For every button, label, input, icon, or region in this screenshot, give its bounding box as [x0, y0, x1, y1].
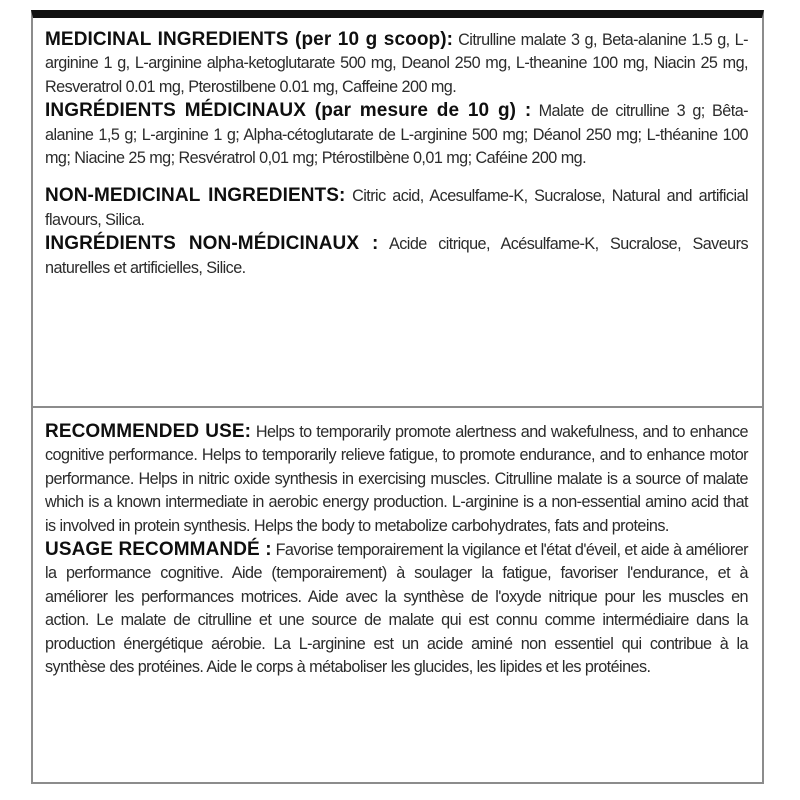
medicinal-ingredients-en-heading: MEDICINAL INGREDIENTS (per 10 g scoop): — [45, 29, 454, 50]
medicinal-ingredients-en — [45, 28, 748, 99]
recommended-use-en-heading: RECOMMENDED USE: — [45, 421, 252, 442]
recommended-use-fr-body: Favorise temporairement la vigilance et l'état d'éveil, et aide à améliorer la performance cognitive. Aide (temporairement) à soulager la fatigue, favoriser l'endurance, et à améliorer les performances motrices. Aide avec la synthèse de l'oxyde nitrique pour les muscles en action. Le malate de citrulline et une source de malate qui est connu comme intermédiaire dans la production énergétique aérobie. La L-arginine est un acide aminé non essentiel qui contribue à la synthèse des protéines. Aide le corps à métaboliser les glucides, les lipides et les protéines. — [45, 541, 748, 677]
recommended-use-en — [45, 420, 748, 538]
non-medicinal-ingredients-fr-body: Acide citrique, Acésulfame-K, Sucralose, Saveurs naturelles et artificielles, Silice. — [45, 235, 749, 277]
non-medicinal-ingredients-fr-heading: INGRÉDIENTS NON-MÉDICINAUX : — [45, 233, 379, 255]
medicinal-ingredients-fr-body: Malate de citrulline 3 g; Bêta-alanine 1,5 g; L-arginine 1 g; Alpha-cétoglutarate de L-arginine 500 mg; Déanol 250 mg; L-théanine 100 mg; Niacine 25 mg; Resvératrol 0,01 mg; Ptérostilbène 0,01 mg; Caféine 200 mg. — [45, 102, 748, 168]
non-medicinal-ingredients-en — [45, 184, 748, 232]
non-medicinal-ingredients-en-heading: NON-MEDICINAL INGREDIENTS: — [45, 185, 346, 207]
medicinal-ingredients-fr-heading: INGRÉDIENTS MÉDICINAUX (par mesure de 10 g) : — [45, 100, 532, 122]
ingredients-section — [33, 28, 762, 280]
spacer — [45, 170, 748, 184]
non-medicinal-ingredients-fr — [45, 232, 748, 280]
medicinal-ingredients-en-body: Citrulline malate 3 g, Beta-alanine 1.5 g, L-arginine 1 g, L-arginine alpha-ketoglutarate 500 mg, Deanol 250 mg, L-theanine 100 mg, Niacin 25 mg, Resveratrol 0.01 mg, Pterostilbene 0.01 mg, Caffeine 200 mg. — [45, 31, 748, 96]
recommended-use-en-body: Helps to temporarily promote alertness and wakefulness, and to enhance cognitive performance. Helps to temporarily relieve fatigue, to promote endurance, and to enhance motor performance. Helps in nitric oxide synthesis in exercising muscles. Citrulline malate is a source of malate which is a known intermediate in aerobic energy production. L-arginine is a non-essential amino acid that is involved in protein synthesis. Helps the body to metabolize carbohydrates, fats and proteins. — [45, 423, 748, 535]
recommended-use-fr — [45, 538, 748, 679]
medicinal-ingredients-fr — [45, 99, 748, 170]
recommended-use-fr-heading: USAGE RECOMMANDÉ : — [45, 539, 272, 561]
non-medicinal-ingredients-en-body: Citric acid, Acesulfame-K, Sucralose, Natural and artificial flavours, Silica. — [45, 187, 748, 229]
supplement-label-panel — [31, 10, 764, 784]
recommended-use-section — [33, 406, 762, 679]
